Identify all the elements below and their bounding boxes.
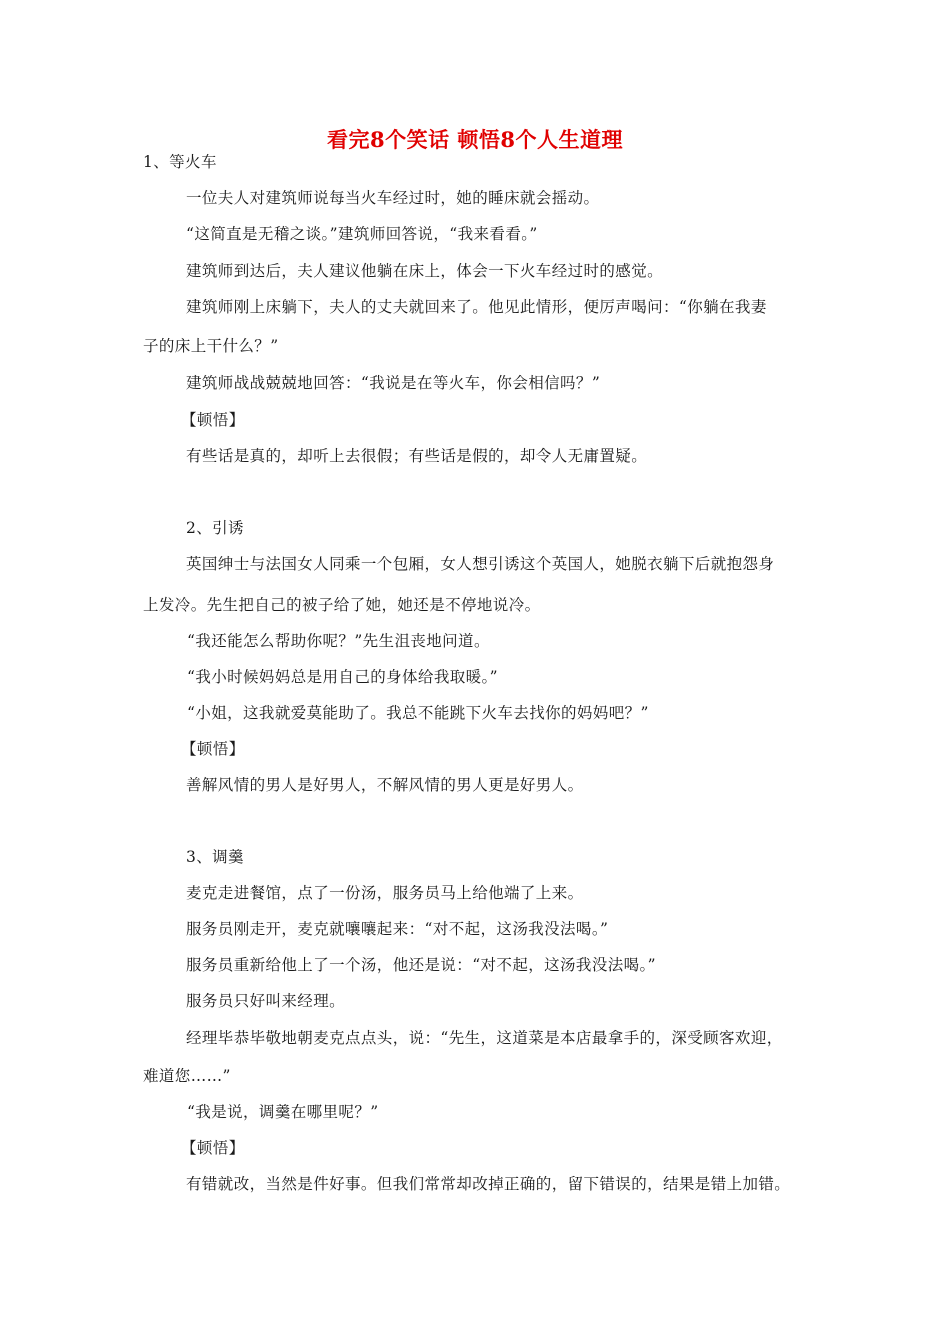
- insight-text: 善解风情的男人是好男人，不解风情的男人更是好男人。: [186, 776, 584, 794]
- paragraph-line: 经理毕恭毕敬地朝麦克点点头，说：“先生，这道菜是本店最拿手的，深受顾客欢迎，: [186, 1029, 783, 1047]
- paragraph-line: 子的床上干什么？”: [143, 337, 279, 355]
- page-title: 看完8个笑话 顿悟8个人生道理: [326, 127, 624, 152]
- paragraph-line: 服务员重新给他上了一个汤，他还是说：“对不起，这汤我没法喝。”: [186, 956, 657, 974]
- paragraph-line: 建筑师到达后，夫人建议他躺在床上，体会一下火车经过时的感觉。: [186, 262, 664, 280]
- paragraph-line: 麦克走进餐馆，点了一份汤，服务员马上给他端了上来。: [186, 884, 584, 902]
- paragraph-line: 服务员刚走开，麦克就嚷嚷起来：“对不起，这汤我没法喝。”: [186, 920, 609, 938]
- paragraph-line: 难道您……”: [143, 1067, 231, 1085]
- section-heading: 3、调羹: [186, 848, 244, 866]
- paragraph-line: 英国绅士与法国女人同乘一个包厢，女人想引诱这个英国人，她脱衣躺下后就抱怨身: [186, 555, 775, 573]
- insight-text: 有些话是真的，却听上去很假；有些话是假的，却令人无庸置疑。: [186, 447, 648, 465]
- paragraph-line: 上发冷。先生把自己的被子给了她，她还是不停地说冷。: [143, 596, 541, 614]
- paragraph-line: 建筑师战战兢兢地回答：“我说是在等火车，你会相信吗？”: [186, 374, 601, 392]
- insight-label: 【顿悟】: [181, 411, 245, 429]
- paragraph-line: 建筑师刚上床躺下，夫人的丈夫就回来了。他见此情形，便厉声喝问：“你躺在我妻: [186, 298, 767, 316]
- insight-label: 【顿悟】: [181, 1139, 245, 1157]
- paragraph-line: 服务员只好叫来经理。: [186, 992, 346, 1010]
- paragraph-line: “我还能怎么帮助你呢？”先生沮丧地问道。: [187, 632, 490, 650]
- paragraph-line: 一位夫人对建筑师说每当火车经过时，她的睡床就会摇动。: [186, 189, 600, 207]
- section-heading: 2、引诱: [186, 519, 244, 537]
- paragraph-line: “我小时候妈妈总是用自己的身体给我取暖。”: [187, 668, 498, 686]
- insight-label: 【顿悟】: [181, 740, 245, 758]
- paragraph-line: “这简直是无稽之谈。”建筑师回答说，“我来看看。”: [186, 225, 538, 243]
- paragraph-line: “小姐，这我就爱莫能助了。我总不能跳下火车去找你的妈妈吧？”: [187, 704, 649, 722]
- insight-text: 有错就改，当然是件好事。但我们常常却改掉正确的，留下错误的，结果是错上加错。: [186, 1175, 791, 1193]
- section-heading: 1、等火车: [143, 153, 217, 171]
- paragraph-line: “我是说，调羹在哪里呢？”: [187, 1103, 379, 1121]
